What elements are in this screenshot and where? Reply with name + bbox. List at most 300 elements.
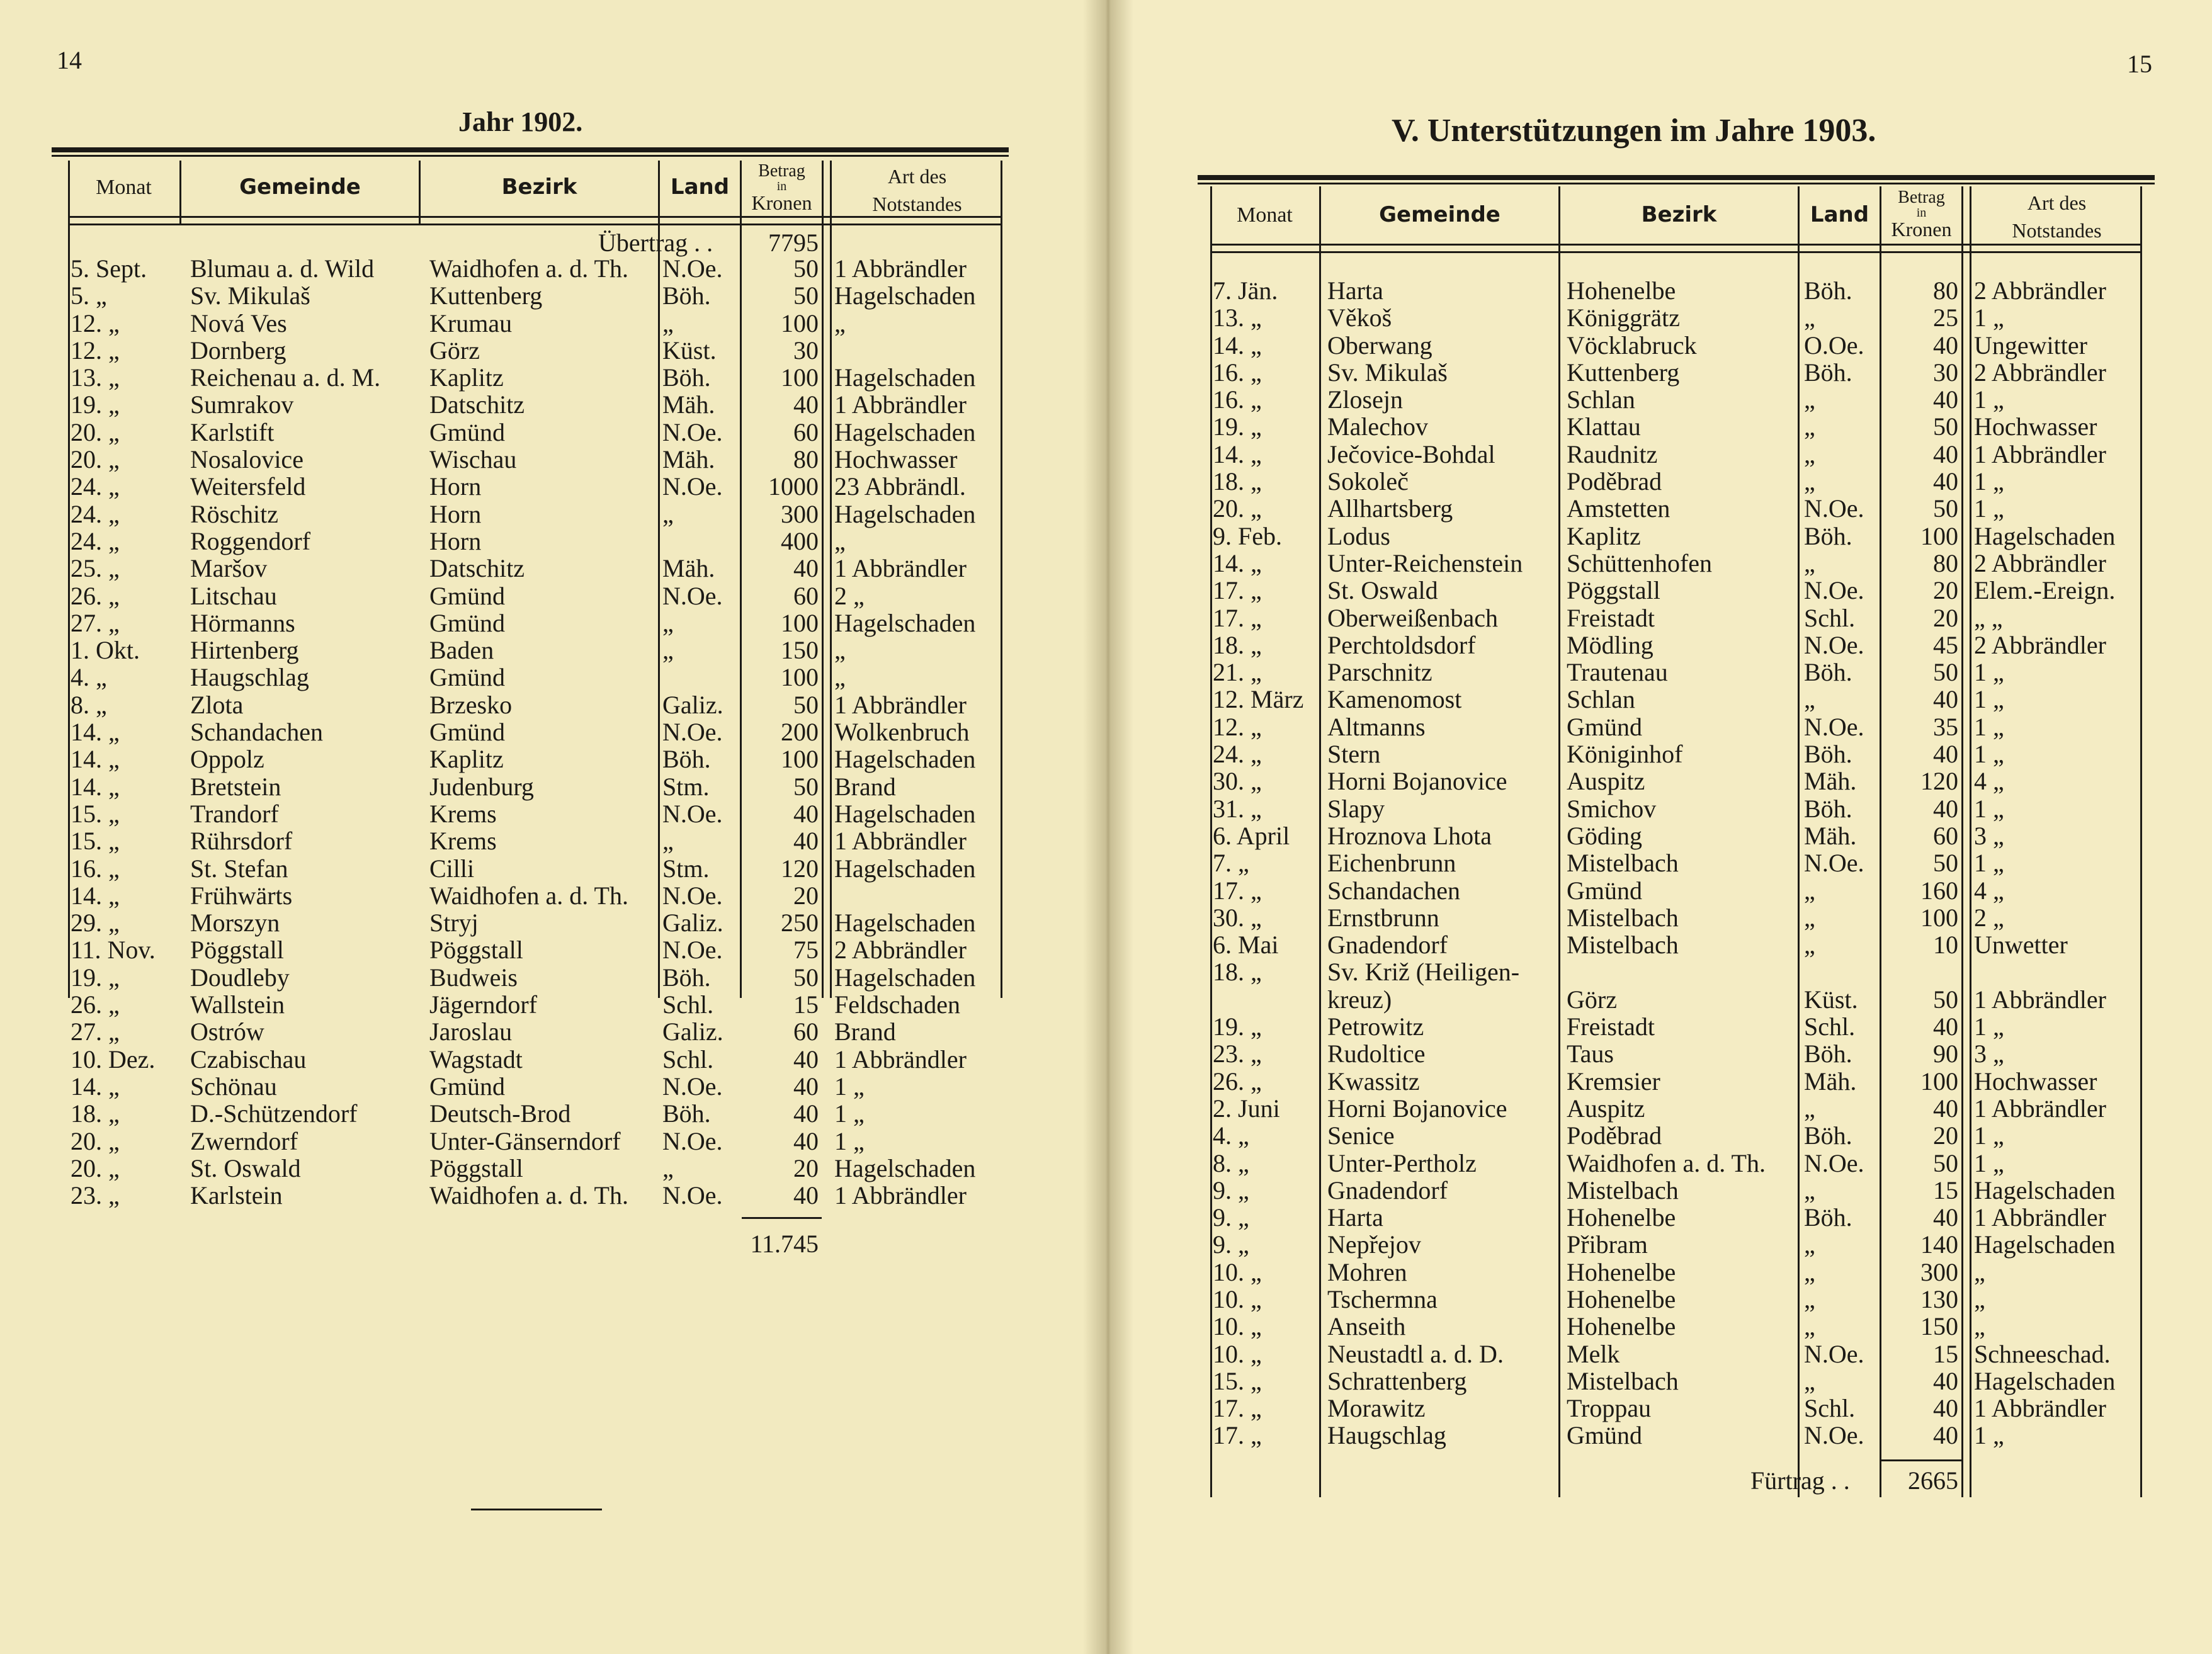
right-cell-bezirk: Freistadt <box>1567 603 1655 632</box>
left-cell-bezirk: Pöggstall <box>429 936 523 965</box>
left-cell-gemeinde: Blumau a. d. Wild <box>190 254 375 283</box>
right-cell-monat: 31. „ <box>1213 794 1262 823</box>
right-cell-art: 1 Abbrändler <box>1974 1094 2106 1123</box>
right-cell-bezirk: Mistelbach <box>1567 849 1679 878</box>
right-cell-betrag: 90 <box>1933 1039 1958 1068</box>
left-cell-gemeinde: Czabischau <box>190 1045 307 1073</box>
left-cell-art: Brand <box>834 1017 896 1046</box>
right-cell-art: 1 „ <box>1974 712 2004 741</box>
left-cell-art: 2 Abbrändler <box>834 936 967 965</box>
right-cell-gemeinde: Parschnitz <box>1327 658 1432 687</box>
right-cell-gemeinde: Eichenbrunn <box>1327 849 1456 878</box>
right-cell-bezirk: Hohenelbe <box>1567 1203 1676 1232</box>
left-cell-art: „ <box>834 526 846 555</box>
left-cell-bezirk: Kuttenberg <box>429 281 543 310</box>
right-col-divider-5b <box>1970 186 1971 1497</box>
right-cell-bezirk: Königinhof <box>1567 740 1683 769</box>
left-cell-monat: 24. „ <box>71 499 120 528</box>
right-cell-art: 1 Abbrändler <box>1974 985 2106 1014</box>
right-cell-bezirk: Raudnitz <box>1567 439 1658 468</box>
right-cell-betrag: 40 <box>1933 685 1958 714</box>
right-cell-bezirk: Görz <box>1567 985 1617 1014</box>
left-header-art <box>832 162 1002 218</box>
left-cell-bezirk: Waidhofen a. d. Th. <box>429 881 628 910</box>
left-cell-bezirk: Kaplitz <box>429 745 504 774</box>
left-cell-bezirk: Gmünd <box>429 1072 505 1101</box>
right-cell-gemeinde: Kamenomost <box>1327 685 1462 714</box>
right-cell-gemeinde: Unter-Pertholz <box>1327 1148 1477 1177</box>
left-cell-betrag: 50 <box>793 772 819 801</box>
left-cell-gemeinde: Pöggstall <box>190 936 284 965</box>
left-cell-bezirk: Cilli <box>429 854 475 883</box>
right-cell-land: N.Oe. <box>1804 1148 1864 1177</box>
right-cell-monat: 6. April <box>1213 821 1290 850</box>
right-cell-gemeinde: Tschermna <box>1327 1284 1438 1313</box>
right-cell-land: „ <box>1804 1284 1815 1313</box>
left-cell-art: Wolkenbruch <box>834 718 970 747</box>
left-cell-gemeinde: Hörmanns <box>190 608 295 637</box>
left-cell-bezirk: Kaplitz <box>429 363 504 392</box>
right-cell-monat: 24. „ <box>1213 740 1262 769</box>
right-cell-bezirk: Troppau <box>1567 1394 1652 1423</box>
left-cell-land: N.Oe. <box>662 1181 723 1210</box>
left-cell-bezirk: Gmünd <box>429 718 505 747</box>
right-cell-art: 1 Abbrändler <box>1974 1394 2106 1423</box>
right-cell-bezirk: Vöcklabruck <box>1567 331 1697 360</box>
left-cell-betrag: 40 <box>793 1072 819 1101</box>
right-cell-betrag: 40 <box>1933 331 1958 360</box>
left-cell-gemeinde: Zlota <box>190 690 244 719</box>
left-cell-bezirk: Krems <box>429 827 497 856</box>
right-cell-bezirk: Freistadt <box>1567 1012 1655 1041</box>
left-cell-land: „ <box>662 499 674 528</box>
right-cell-bezirk: Schlan <box>1567 385 1635 414</box>
right-cell-gemeinde: St. Oswald <box>1327 576 1438 605</box>
right-cell-art: „ „ <box>1974 603 2003 632</box>
left-cell-land: N.Oe. <box>662 881 723 910</box>
right-cell-betrag: 140 <box>1920 1230 1958 1259</box>
right-cell-betrag: 10 <box>1933 931 1958 960</box>
right-cell-monat: 10. „ <box>1213 1339 1262 1368</box>
right-cell-monat: 7. Jän. <box>1213 276 1278 305</box>
right-cell-art: Schneeschad. <box>1974 1339 2111 1368</box>
left-cell-betrag: 40 <box>793 799 819 828</box>
left-cell-land: N.Oe. <box>662 581 723 610</box>
right-title-rule <box>1198 175 2155 180</box>
right-cell-betrag: 80 <box>1933 548 1958 577</box>
right-cell-art: 1 „ <box>1974 1148 2004 1177</box>
left-cell-gemeinde: Ostrów <box>190 1017 264 1046</box>
right-cell-bezirk: Schlan <box>1567 685 1635 714</box>
left-cell-gemeinde: Nová Ves <box>190 309 287 337</box>
right-cell-bezirk: Gmünd <box>1567 1421 1642 1450</box>
right-cell-gemeinde: Oberweißenbach <box>1327 603 1498 632</box>
right-cell-land: N.Oe. <box>1804 849 1864 878</box>
left-cell-monat: 14. „ <box>71 1072 120 1101</box>
left-cell-art: 1 „ <box>834 1072 865 1101</box>
left-cell-gemeinde: D.-Schützendorf <box>190 1099 358 1128</box>
left-cell-monat: 12. „ <box>71 309 120 337</box>
left-cell-betrag: 200 <box>781 718 819 747</box>
right-cell-land: Mäh. <box>1804 821 1857 850</box>
right-cell-art: „ <box>1974 1257 1985 1286</box>
right-cell-art: „ <box>1974 1284 1985 1313</box>
left-cell-monat: 16. „ <box>71 854 120 883</box>
right-cell-bezirk: Kuttenberg <box>1567 358 1680 387</box>
right-cell-gemeinde: Morawitz <box>1327 1394 1426 1423</box>
left-cell-art: Hagelschaden <box>834 963 976 992</box>
right-cell-art: 1 „ <box>1974 303 2004 332</box>
right-cell-gemeinde: Slapy <box>1327 794 1385 823</box>
left-cell-art: 1 „ <box>834 1099 865 1128</box>
right-cell-monat: 9. Feb. <box>1213 521 1282 550</box>
left-cell-gemeinde: Dornberg <box>190 336 286 365</box>
right-cell-bezirk: Přibram <box>1567 1230 1648 1259</box>
left-cell-betrag: 400 <box>781 526 819 555</box>
left-cell-land: N.Oe. <box>662 1072 723 1101</box>
right-cell-monat: 21. „ <box>1213 658 1262 687</box>
right-cell-art: Hochwasser <box>1974 412 2097 441</box>
right-cell-gemeinde: Rudoltice <box>1327 1039 1426 1068</box>
right-cell-bezirk: Hohenelbe <box>1567 1312 1676 1341</box>
left-cell-bezirk: Waidhofen a. d. Th. <box>429 254 628 283</box>
left-cell-land: Galiz. <box>662 909 723 937</box>
right-cell-betrag: 40 <box>1933 1094 1958 1123</box>
left-cell-monat: 19. „ <box>71 963 120 992</box>
right-cell-art: 1 „ <box>1974 794 2004 823</box>
left-cell-gemeinde: Schandachen <box>190 718 324 747</box>
left-cell-bezirk: Baden <box>429 636 494 665</box>
right-cell-bezirk: Poděbrad <box>1567 1121 1662 1150</box>
right-cell-betrag: 300 <box>1920 1257 1958 1286</box>
right-cell-land: „ <box>1804 1312 1815 1341</box>
left-cell-bezirk: Horn <box>429 472 482 501</box>
right-cell-betrag: 40 <box>1933 1366 1958 1395</box>
left-cell-betrag: 50 <box>793 963 819 992</box>
left-cell-betrag: 40 <box>793 1045 819 1073</box>
right-cell-gemeinde: kreuz) <box>1327 985 1392 1014</box>
right-cell-gemeinde: Perchtoldsdorf <box>1327 630 1476 659</box>
right-cell-land: Schl. <box>1804 1012 1856 1041</box>
left-cell-betrag: 40 <box>793 554 819 583</box>
left-cell-betrag: 40 <box>793 1126 819 1155</box>
left-cell-monat: 13. „ <box>71 363 120 392</box>
left-cell-monat: 14. „ <box>71 718 120 747</box>
left-page-title: Jahr 1902. <box>458 106 583 137</box>
left-cell-art: Hagelschaden <box>834 281 976 310</box>
right-cell-land: O.Oe. <box>1804 331 1864 360</box>
right-cell-betrag: 50 <box>1933 412 1958 441</box>
left-cell-art: 1 Abbrändler <box>834 690 967 719</box>
right-cell-monat: 16. „ <box>1213 358 1262 387</box>
right-cell-monat: 18. „ <box>1213 958 1262 987</box>
right-cell-gemeinde: Ernstbrunn <box>1327 903 1439 932</box>
left-cell-monat: 24. „ <box>71 526 120 555</box>
left-cell-betrag: 40 <box>793 390 819 419</box>
left-cell-land: „ <box>662 309 674 337</box>
right-cell-betrag: 35 <box>1933 712 1958 741</box>
right-cell-bezirk: Auspitz <box>1567 767 1645 796</box>
right-cell-land: N.Oe. <box>1804 630 1864 659</box>
right-cell-art: Hagelschaden <box>1974 1175 2116 1204</box>
right-cell-gemeinde: Gnadendorf <box>1327 1175 1448 1204</box>
left-cell-gemeinde: Reichenau a. d. M. <box>190 363 381 392</box>
right-cell-monat: 17. „ <box>1213 1421 1262 1450</box>
left-header-betrag <box>742 162 822 213</box>
left-cell-gemeinde: Roggendorf <box>190 526 311 555</box>
left-cell-gemeinde: Sv. Mikulaš <box>190 281 310 310</box>
left-col-divider-5 <box>822 161 824 998</box>
right-cell-monat: 7. „ <box>1213 849 1249 878</box>
right-cell-land: Böh. <box>1804 358 1852 387</box>
left-cell-monat: 15. „ <box>71 827 120 856</box>
left-header-rule-2 <box>68 224 1002 225</box>
left-cell-art: 1 „ <box>834 1126 865 1155</box>
right-cell-gemeinde: Stern <box>1327 740 1381 769</box>
left-cell-bezirk: Stryj <box>429 909 479 937</box>
right-cell-gemeinde: Hroznova Lhota <box>1327 821 1492 850</box>
right-cell-monat: 9. „ <box>1213 1175 1249 1204</box>
left-cell-bezirk: Pöggstall <box>429 1153 523 1182</box>
right-header-gemeinde: Gemeinde <box>1379 202 1500 227</box>
right-cell-bezirk: Kremsier <box>1567 1067 1660 1096</box>
right-cell-betrag: 40 <box>1933 467 1958 496</box>
right-cell-monat: 17. „ <box>1213 576 1262 605</box>
left-cell-bezirk: Krumau <box>429 309 513 337</box>
right-cell-land: Böh. <box>1804 1203 1852 1232</box>
right-cell-gemeinde: Anseith <box>1327 1312 1406 1341</box>
right-cell-betrag: 40 <box>1933 385 1958 414</box>
left-cell-bezirk: Gmünd <box>429 608 505 637</box>
right-cell-betrag: 130 <box>1920 1284 1958 1313</box>
right-cell-gemeinde: Harta <box>1327 276 1383 305</box>
left-cell-art: Hagelschaden <box>834 909 976 937</box>
right-cell-bezirk: Waidhofen a. d. Th. <box>1567 1148 1766 1177</box>
left-cell-gemeinde: Weitersfeld <box>190 472 306 501</box>
left-cell-gemeinde: Trandorf <box>190 799 279 828</box>
left-cell-bezirk: Unter-Gänserndorf <box>429 1126 621 1155</box>
right-cell-betrag: 50 <box>1933 985 1958 1014</box>
left-cell-art: 1 Abbrändler <box>834 390 967 419</box>
right-cell-betrag: 30 <box>1933 358 1958 387</box>
right-cell-gemeinde: Schandachen <box>1327 876 1461 905</box>
left-cell-bezirk: Jaroslau <box>429 1017 513 1046</box>
left-cell-art: 2 „ <box>834 581 865 610</box>
right-page-title: V. Unterstützungen im Jahre 1903. <box>1392 113 1876 149</box>
right-cell-art: 2 Abbrändler <box>1974 358 2106 387</box>
right-cell-land: „ <box>1804 1094 1815 1123</box>
left-cell-gemeinde: Nosalovice <box>190 445 303 474</box>
right-cell-gemeinde: Altmanns <box>1327 712 1426 741</box>
left-cell-art: 1 Abbrändler <box>834 254 967 283</box>
right-cell-land: „ <box>1804 1257 1815 1286</box>
left-col-divider-3 <box>658 161 660 998</box>
left-cell-land: Böh. <box>662 363 711 392</box>
right-cell-art: Hochwasser <box>1974 1067 2097 1096</box>
left-cell-land: Mäh. <box>662 554 715 583</box>
right-cell-betrag: 80 <box>1933 276 1958 305</box>
left-cell-betrag: 15 <box>793 990 819 1019</box>
right-cell-gemeinde: Sv. Križ (Heiligen- <box>1327 958 1520 987</box>
right-col-divider-2 <box>1558 186 1560 1497</box>
right-cell-land: N.Oe. <box>1804 1421 1864 1450</box>
right-cell-monat: 17. „ <box>1213 876 1262 905</box>
left-cell-land: Schl. <box>662 990 714 1019</box>
left-cell-bezirk: Gmünd <box>429 581 505 610</box>
right-cell-bezirk: Smichov <box>1567 794 1657 823</box>
right-cell-art: 2 Abbrändler <box>1974 548 2106 577</box>
right-header-art-1: Art des <box>2027 191 2087 214</box>
left-cell-monat: 25. „ <box>71 554 120 583</box>
left-cell-art: „ <box>834 309 846 337</box>
right-cell-land: N.Oe. <box>1804 576 1864 605</box>
left-cell-bezirk: Gmünd <box>429 663 505 692</box>
right-cell-gemeinde: Oberwang <box>1327 331 1432 360</box>
right-cell-betrag: 25 <box>1933 303 1958 332</box>
right-cell-land: „ <box>1804 931 1815 960</box>
left-cell-monat: 26. „ <box>71 581 120 610</box>
left-header-land: Land <box>670 174 730 200</box>
right-cell-art: Hagelschaden <box>1974 1366 2116 1395</box>
right-cell-bezirk: Hohenelbe <box>1567 276 1676 305</box>
right-cell-betrag: 50 <box>1933 658 1958 687</box>
left-cell-land: Stm. <box>662 772 710 801</box>
right-cell-betrag: 60 <box>1933 821 1958 850</box>
right-cell-monat: 10. „ <box>1213 1284 1262 1313</box>
left-cell-art: 1 Abbrändler <box>834 827 967 856</box>
right-cell-art: 1 „ <box>1974 467 2004 496</box>
right-cell-art: 3 „ <box>1974 821 2004 850</box>
left-cell-betrag: 100 <box>781 363 819 392</box>
left-cell-monat: 20. „ <box>71 1153 120 1182</box>
right-cell-betrag: 50 <box>1933 849 1958 878</box>
right-cell-gemeinde: Kwassitz <box>1327 1067 1420 1096</box>
left-cell-gemeinde: Röschitz <box>190 499 278 528</box>
right-col-divider-1 <box>1319 186 1321 1497</box>
left-cell-land: N.Oe. <box>662 417 723 446</box>
right-cell-land: „ <box>1804 1230 1815 1259</box>
right-cell-land: Böh. <box>1804 658 1852 687</box>
right-cell-gemeinde: Ječovice-Bohdal <box>1327 439 1495 468</box>
right-cell-betrag: 40 <box>1933 1203 1958 1232</box>
right-cell-gemeinde: Senice <box>1327 1121 1395 1150</box>
left-header-betrag-2: in <box>776 179 787 193</box>
right-cell-monat: 14. „ <box>1213 548 1262 577</box>
left-cell-gemeinde: St. Oswald <box>190 1153 301 1182</box>
right-cell-monat: 9. „ <box>1213 1203 1249 1232</box>
left-title-rule-thin <box>52 155 1009 157</box>
right-cell-art: 1 „ <box>1974 658 2004 687</box>
left-cell-land: Mäh. <box>662 390 715 419</box>
right-cell-betrag: 100 <box>1920 1067 1958 1096</box>
left-cell-bezirk: Wischau <box>429 445 517 474</box>
left-header-betrag-3: Kronen <box>751 191 812 214</box>
right-cell-betrag: 20 <box>1933 1121 1958 1150</box>
left-header-art-2: Notstandes <box>872 193 962 215</box>
right-header-rule-2 <box>1210 251 2142 253</box>
left-cell-betrag: 60 <box>793 1017 819 1046</box>
left-cell-art: Hochwasser <box>834 445 958 474</box>
left-cell-betrag: 250 <box>781 909 819 937</box>
left-cell-land: Böh. <box>662 1099 711 1128</box>
right-cell-monat: 12. „ <box>1213 712 1262 741</box>
right-cell-gemeinde: Neustadtl a. d. D. <box>1327 1339 1504 1368</box>
left-cell-land: Böh. <box>662 745 711 774</box>
right-cell-bezirk: Klattau <box>1567 412 1641 441</box>
right-cell-gemeinde: Haugschlag <box>1327 1421 1446 1450</box>
left-header-gemeinde: Gemeinde <box>239 174 361 200</box>
right-cell-land: Böh. <box>1804 1039 1852 1068</box>
left-cell-betrag: 300 <box>781 499 819 528</box>
right-cell-art: 1 „ <box>1974 1421 2004 1450</box>
right-cell-gemeinde: Harta <box>1327 1203 1383 1232</box>
right-cell-gemeinde: Mohren <box>1327 1257 1407 1286</box>
left-cell-monat: 29. „ <box>71 909 120 937</box>
left-cell-betrag: 100 <box>781 745 819 774</box>
right-cell-gemeinde: Gnadendorf <box>1327 931 1448 960</box>
right-cell-gemeinde: Petrowitz <box>1327 1012 1424 1041</box>
right-cell-gemeinde: Schrattenberg <box>1327 1366 1467 1395</box>
right-cell-betrag: 40 <box>1933 1421 1958 1450</box>
right-cell-bezirk: Pöggstall <box>1567 576 1660 605</box>
left-cell-monat: 15. „ <box>71 799 120 828</box>
right-cell-monat: 19. „ <box>1213 412 1262 441</box>
right-cell-bezirk: Kaplitz <box>1567 521 1641 550</box>
left-cell-betrag: 120 <box>781 854 819 883</box>
right-cell-land: „ <box>1804 1366 1815 1395</box>
right-title-rule-thin <box>1198 183 2155 184</box>
right-header-monat: Monat <box>1237 203 1293 227</box>
right-cell-betrag: 50 <box>1933 1148 1958 1177</box>
right-cell-land: „ <box>1804 303 1815 332</box>
right-cell-monat: 14. „ <box>1213 439 1262 468</box>
right-cell-gemeinde: Nepřejov <box>1327 1230 1421 1259</box>
left-cell-art: 1 Abbrändler <box>834 1181 967 1210</box>
right-cell-bezirk: Auspitz <box>1567 1094 1645 1123</box>
left-cell-betrag: 60 <box>793 581 819 610</box>
left-cell-gemeinde: Bretstein <box>190 772 281 801</box>
right-cell-bezirk: Poděbrad <box>1567 467 1662 496</box>
right-cell-gemeinde: Horni Bojanovice <box>1327 767 1507 796</box>
right-cell-art: 2 Abbrändler <box>1974 630 2106 659</box>
right-cell-betrag: 50 <box>1933 494 1958 523</box>
right-header-betrag-1: Betrag <box>1898 188 1945 207</box>
left-cell-art: Hagelschaden <box>834 499 976 528</box>
left-cell-gemeinde: Schönau <box>190 1072 277 1101</box>
left-cell-land: Schl. <box>662 1045 714 1073</box>
left-cell-monat: 24. „ <box>71 472 120 501</box>
left-cell-betrag: 75 <box>793 936 819 965</box>
right-cell-bezirk: Königgrätz <box>1567 303 1680 332</box>
left-cell-betrag: 1000 <box>768 472 819 501</box>
left-cell-art: 23 Abbrändl. <box>834 472 966 501</box>
right-cell-monat: 9. „ <box>1213 1230 1249 1259</box>
right-cell-betrag: 20 <box>1933 576 1958 605</box>
left-cell-betrag: 100 <box>781 309 819 337</box>
left-cell-land: N.Oe. <box>662 1126 723 1155</box>
left-cell-bezirk: Judenburg <box>429 772 534 801</box>
left-cell-monat: 8. „ <box>71 690 107 719</box>
right-cell-land: N.Oe. <box>1804 712 1864 741</box>
left-cell-betrag: 50 <box>793 254 819 283</box>
left-cell-gemeinde: Doudleby <box>190 963 290 992</box>
right-cell-land: Böh. <box>1804 1121 1852 1150</box>
left-header-art-1: Art des <box>887 165 947 188</box>
left-cell-gemeinde: St. Stefan <box>190 854 288 883</box>
left-cell-land: N.Oe. <box>662 472 723 501</box>
left-cell-land: „ <box>662 1153 674 1182</box>
left-cell-land: „ <box>662 608 674 637</box>
